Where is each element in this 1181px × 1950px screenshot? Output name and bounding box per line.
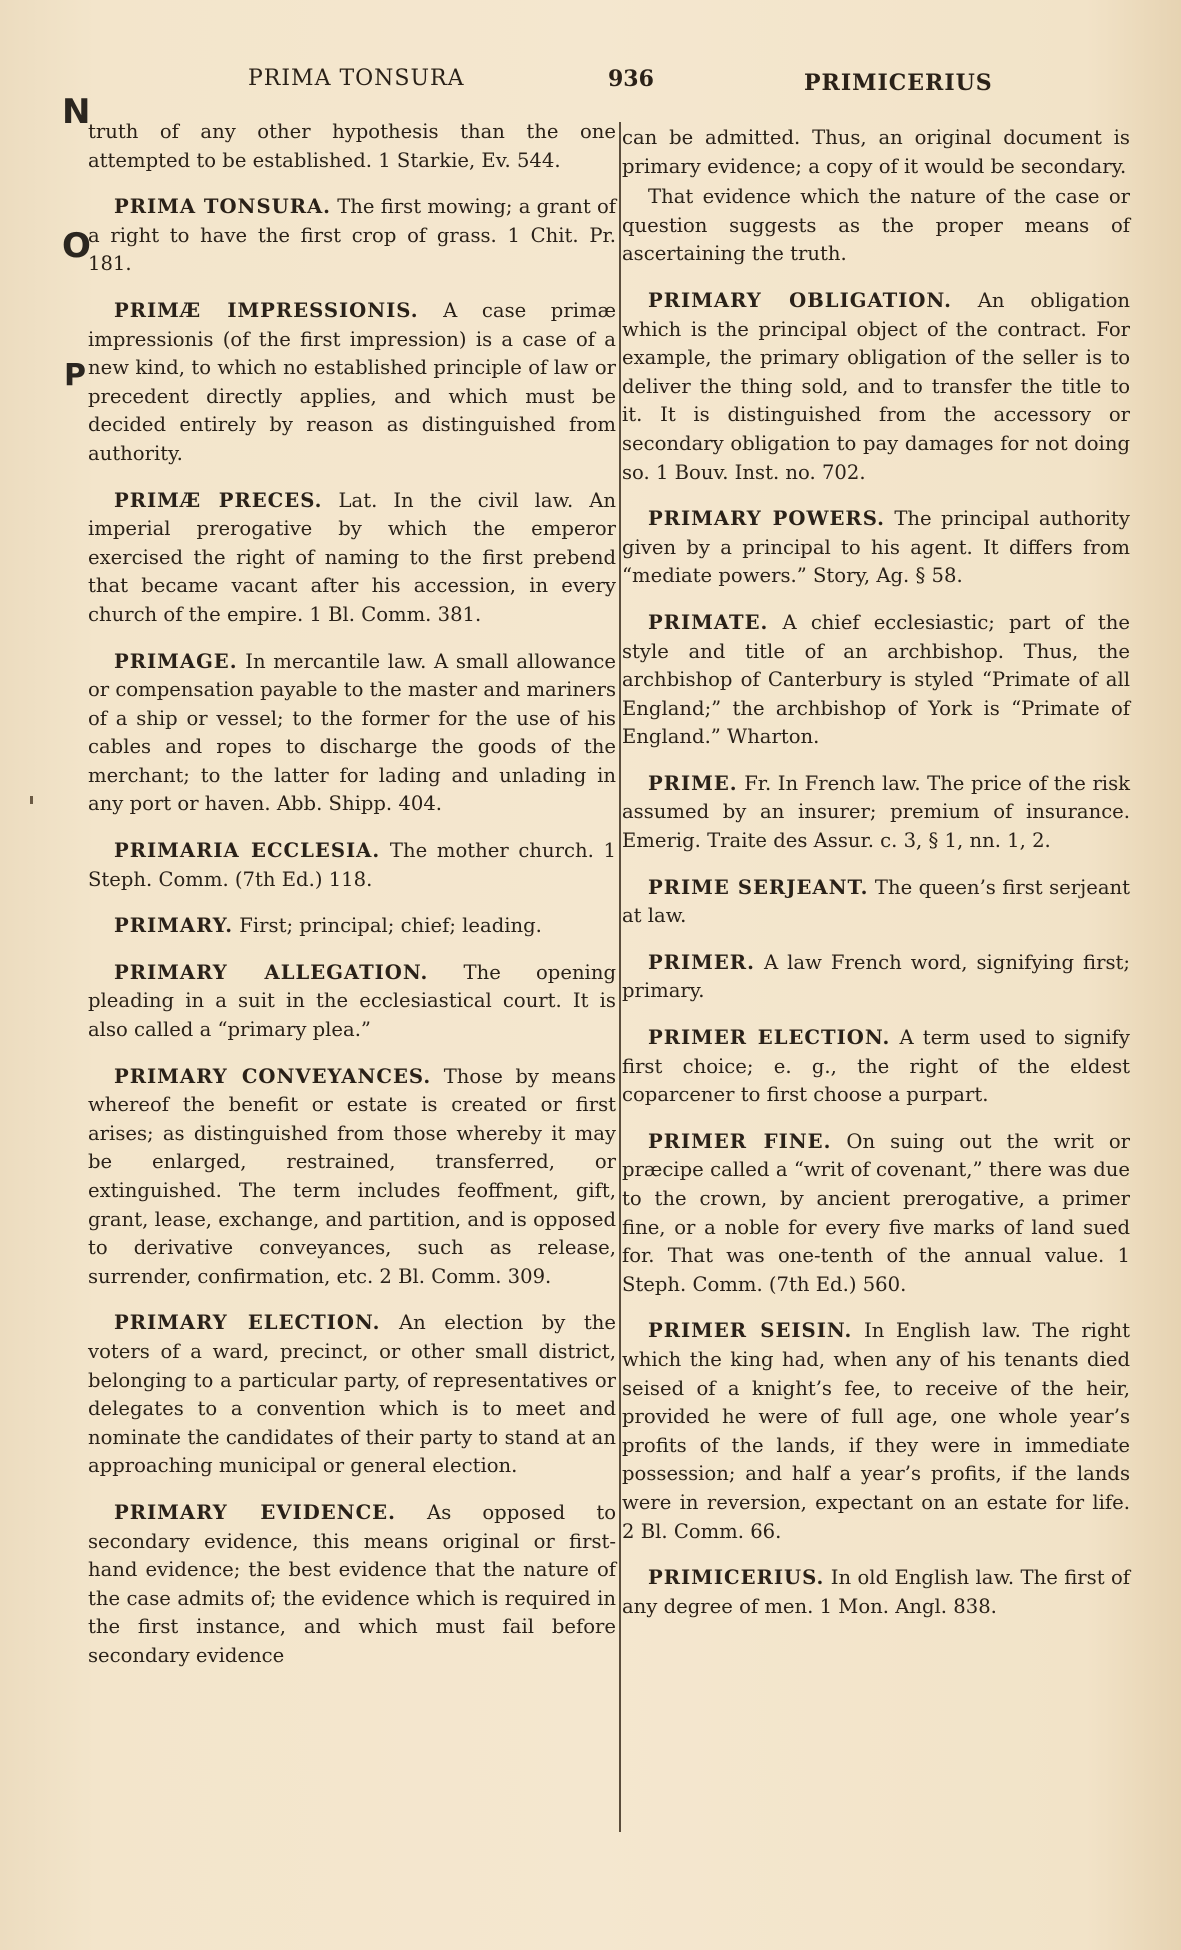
page-number: 936 xyxy=(608,66,654,92)
dictionary-entry xyxy=(88,912,616,941)
entry-term: PRIMER ELECTION. xyxy=(648,1026,891,1050)
dictionary-entry xyxy=(622,770,1130,856)
entry-term: PRIMAGE. xyxy=(114,649,238,673)
page-speck xyxy=(30,796,33,804)
entry-definition: A case primæ impressionis (of the first impression) is a case of a new kind, to which no established principle of law or precedent directly applies, and which must be decided entirely by reason as distinguished from authority. xyxy=(88,298,616,465)
dictionary-entry xyxy=(622,1317,1130,1546)
entry-definition: The principal authority given by a principal to his agent. It differs from “mediate powers.” Story, Ag. § 58. xyxy=(622,507,1130,588)
entry-term: PRIMICERIUS. xyxy=(648,1566,825,1590)
entry-definition: In old English law. The first of any degree of men. 1 Mon. Angl. 838. xyxy=(622,1566,1131,1618)
dictionary-entry xyxy=(88,1499,616,1671)
entry-definition: A chief ecclesiastic; part of the style and title of an archbishop. Thus, the archbishop of Canterbury is styled “Primate of all England;” the archbishop of York is “Primate of England.” Wharton. xyxy=(622,610,1130,749)
entry-term: PRIME. xyxy=(648,771,738,795)
entry-term: PRIMARY POWERS. xyxy=(648,507,885,531)
entry-term: PRIMA TONSURA. xyxy=(114,195,331,219)
header-right-guide-word: PRIMICERIUS xyxy=(804,70,993,96)
dictionary-entry xyxy=(622,609,1130,752)
dictionary-entry xyxy=(88,1309,616,1481)
dictionary-entry xyxy=(622,949,1130,1006)
continuation-text: That evidence which the nature of the case or question suggests as the proper means of ascertaining the truth. xyxy=(622,185,1130,266)
thumb-index-letter: O xyxy=(62,226,91,266)
column-divider xyxy=(619,122,621,1832)
entry-term: PRIMARY CONVEYANCES. xyxy=(114,1064,432,1088)
entry-term: PRIMARIA ECCLESIA. xyxy=(114,839,381,863)
dictionary-entry xyxy=(622,1564,1130,1621)
dictionary-entry xyxy=(622,874,1130,931)
left-column xyxy=(88,118,616,1689)
entry-term: PRIMER. xyxy=(648,950,755,974)
entry-definition: The queen’s first serjeant at law. xyxy=(622,875,1130,928)
entry-term: PRIMARY ALLEGATION. xyxy=(114,960,429,984)
dictionary-entry xyxy=(88,648,616,820)
right-column xyxy=(622,124,1130,1639)
dictionary-entry xyxy=(88,959,616,1045)
entry-term: PRIMARY OBLIGATION. xyxy=(648,288,952,312)
entry-definition: A term used to signify first choice; e. g., the right of the eldest coparcener to first choose a purpart. xyxy=(622,1026,1130,1107)
entry-definition: In mercantile law. A small allowance or compensation payable to the master and mariners of a ship or vessel; to the former for the use of his cables and ropes to discharge the goods of the merchant; to the latter for lading and unlading in any port or haven. Abb. Shipp. 404. xyxy=(88,649,617,816)
entry-definition: The mother church. 1 Steph. Comm. (7th Ed.) 118. xyxy=(88,839,616,891)
entry-term: PRIMARY. xyxy=(114,914,234,938)
dictionary-entry xyxy=(622,287,1130,487)
entry-term: PRIMER SEISIN. xyxy=(648,1319,853,1343)
dictionary-entry xyxy=(622,1128,1130,1300)
entry-definition: On suing out the writ or præcipe called a “writ of covenant,” there was due to the crown, by ancient prerogative, a primer fine, or a noble for every five marks of land sued for. That was one-tenth of the annual value. 1 Steph. Comm. (7th Ed.) 560. xyxy=(622,1129,1130,1296)
dictionary-entry xyxy=(88,193,616,279)
header-left-guide-word: PRIMA TONSURA xyxy=(248,66,465,91)
entry-definition: In English law. The right which the king had, when any of his tenants died seised of a knight’s fee, to receive of the heir, provided he were of full age, one whole year’s profits of the lands, if they were in immediate possession; and half a year’s profits, if the lands were in reversion, expectant on an estate for life. 2 Bl. Comm. 66. xyxy=(622,1319,1130,1543)
entry-definition: Those by means whereof the benefit or estate is created or first arises; as distinguished from those whereby it may be enlarged, restrained, transferred, or extinguished. The term includes feoffment, gift, grant, lease, exchange, and partition, and is opposed to derivative conveyances, such as release, surrender, confirmation, etc. 2 Bl. Comm. 309. xyxy=(88,1064,617,1288)
continuation-text: can be admitted. Thus, an original document is primary evidence; a copy of it would be secondary. xyxy=(622,126,1130,178)
entry-definition: The opening pleading in a suit in the ecclesiastical court. It is also called a “primary plea.” xyxy=(88,960,616,1042)
entry-term: PRIMÆ PRECES. xyxy=(114,488,323,512)
entry-definition: Lat. In the civil law. An imperial prerogative by which the emperor exercised the right of naming to the first prebend that became vacant after his accession, in every church of the empire. 1 Bl. Comm. 381. xyxy=(88,488,617,626)
entry-definition: As opposed to secondary evidence, this means original or first-hand evidence; the best evidence that the nature of the case admits of; the evidence which is required in the first instance, and which must fail before secondary evidence xyxy=(88,1500,616,1667)
running-header xyxy=(0,62,1181,102)
entry-term: PRIMARY ELECTION. xyxy=(114,1311,381,1335)
entry-definition: A law French word, signifying first; primary. xyxy=(622,950,1130,1003)
dictionary-entry xyxy=(88,297,616,469)
entry-definition: The first mowing; a grant of a right to have the first crop of grass. 1 Chit. Pr. 181. xyxy=(88,195,617,276)
dictionary-entry xyxy=(88,1063,616,1292)
entry-term: PRIMARY EVIDENCE. xyxy=(114,1500,396,1524)
dictionary-entry xyxy=(88,837,616,894)
entry-definition: First; principal; chief; leading. xyxy=(239,914,542,938)
entry-term: PRIME SERJEANT. xyxy=(648,875,869,899)
entry-term: PRIMER FINE. xyxy=(648,1129,832,1153)
entry-term: PRIMÆ IMPRESSIONIS. xyxy=(114,298,419,322)
dictionary-entry xyxy=(88,487,616,630)
entry-definition: An election by the voters of a ward, precinct, or other small district, belonging to a particular party, of representatives or delegates to a convention which is to meet and nominate the candidates of their party to stand at an approaching municipal or general election. xyxy=(88,1311,616,1478)
entry-definition: Fr. In French law. The price of the risk assumed by an insurer; premium of insurance. Emerig. Traite des Assur. c. 3, § 1, nn. 1, 2. xyxy=(622,771,1130,853)
entry-term: PRIMATE. xyxy=(648,610,769,634)
dictionary-entry xyxy=(622,1024,1130,1110)
dictionary-entry xyxy=(622,505,1130,591)
thumb-index-letter: P xyxy=(64,358,86,393)
thumb-index-letter: N xyxy=(62,92,91,132)
continuation-text: truth of any other hypothesis than the one attempted to be established. 1 Starkie, Ev. 544. xyxy=(88,120,616,172)
entry-definition: An obligation which is the principal object of the contract. For example, the primary obligation of the seller is to deliver the thing sold, and to transfer the title to it. It is distinguished from the accessory or secondary obligation to pay damages for not doing so. 1 Bouv. Inst. no. 702. xyxy=(622,288,1131,484)
